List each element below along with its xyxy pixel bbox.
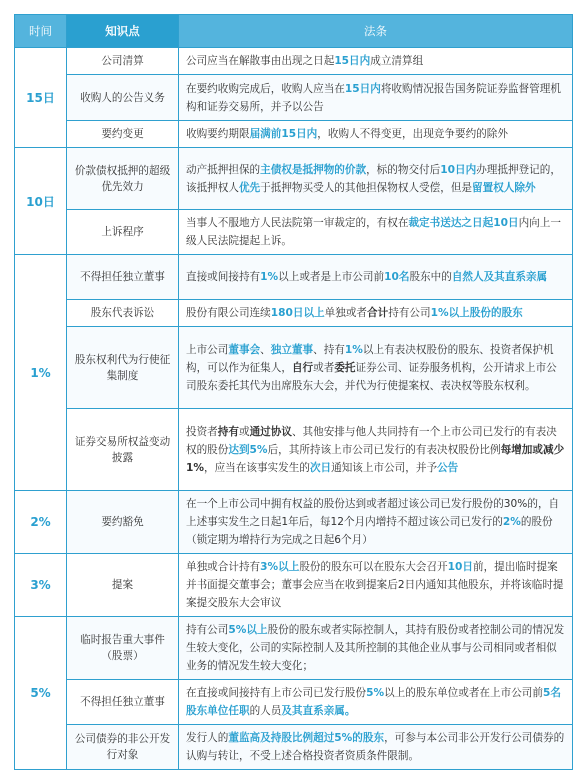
- table-row: [15, 255, 573, 300]
- law-highlight: 2%: [502, 516, 521, 528]
- header-law: 法条: [179, 15, 573, 48]
- law-text: 的股份（锁定期为增持行为完成之日起6个月）: [186, 516, 553, 546]
- law-text: ，可参与本公司非公开发行公司债券的认购与转让，不受上述合格投资者资质条件限制。: [186, 732, 565, 762]
- law-highlight: 董监高及持股比例超过5%的股东: [228, 732, 385, 744]
- table-row: [15, 75, 573, 121]
- law-text: 持有公司: [388, 307, 431, 319]
- law-highlight: 达到5%: [228, 443, 268, 456]
- law-highlight: 主债权是抵押物的价款: [260, 163, 367, 176]
- law-text: 发行人的: [186, 732, 229, 744]
- law-text: ，标的物交付后: [366, 163, 441, 176]
- law-text: 在要约收购完成后，收购人应当在: [186, 82, 345, 95]
- knowledge-point-cell: 要约豁免: [67, 491, 179, 554]
- law-text: 持有公司: [186, 624, 229, 636]
- time-cell: 2%: [15, 491, 67, 554]
- table-row: [15, 554, 573, 617]
- law-cell: [179, 409, 573, 491]
- law-highlight: 10日内: [440, 163, 477, 176]
- law-text: 前，提出临时提案并书面提交董事会；董事会应当在收到提案后2日内通知其他股东，并将该临时提案提交股东大会审议: [186, 561, 564, 609]
- law-text: ，收购人不得变更，出现竞争要约的除外: [317, 128, 508, 140]
- law-highlight: 5名股东单位任职: [186, 687, 561, 717]
- law-highlight: 15日内: [334, 55, 371, 67]
- law-text: 直接或间接持有: [186, 271, 261, 283]
- law-highlight: 5%以上: [228, 624, 268, 636]
- law-bold: 通过协议: [249, 425, 292, 438]
- law-text: 收购要约期限: [186, 128, 250, 140]
- knowledge-point-cell: 提案: [67, 554, 179, 617]
- law-cell: [179, 300, 573, 327]
- table-row: [15, 300, 573, 327]
- law-highlight: 10名: [384, 271, 410, 283]
- law-highlight: 公告: [437, 461, 459, 474]
- law-cell: [179, 617, 573, 680]
- law-highlight: 1%: [260, 271, 279, 283]
- law-highlight: 10日: [447, 561, 473, 573]
- law-highlight: 及其直系亲属。: [281, 705, 356, 717]
- time-cell: 5%: [15, 617, 67, 770]
- table-row: [15, 210, 573, 255]
- law-cell: [179, 75, 573, 121]
- law-text: 股份的股东或者实际控制人，其持有股份或者控制公司的情况发生较大变化，公司的实际控制人及其所控制的其他企业从事与公司相同或者相似业务的情况发生较大变化；: [186, 624, 565, 672]
- law-text: 成立清算组: [370, 55, 424, 67]
- table-row: [15, 617, 573, 680]
- law-text: 或: [238, 425, 250, 438]
- law-cell: [179, 121, 573, 148]
- law-text: 或者: [313, 361, 335, 374]
- knowledge-point-cell: 收购人的公告义务: [67, 75, 179, 121]
- time-cell: 15日: [15, 48, 67, 148]
- law-text: 在直接或间接持有上市公司已发行股份: [186, 687, 367, 699]
- law-cell: [179, 210, 573, 255]
- law-highlight: 优先: [238, 181, 261, 194]
- law-text: 、: [260, 343, 271, 356]
- law-cell: [179, 255, 573, 300]
- law-cell: [179, 725, 573, 770]
- law-cell: [179, 554, 573, 617]
- law-text: 的人员: [249, 705, 282, 717]
- time-cell: 3%: [15, 554, 67, 617]
- law-text: 股东中的: [409, 271, 452, 283]
- law-highlight: 董事会: [228, 343, 261, 356]
- law-bold: 每增加或减少1%: [186, 443, 565, 474]
- knowledge-point-cell: 价款债权抵押的超级优先效力: [67, 148, 179, 210]
- knowledge-point-cell: 股东权利代为行使征集制度: [67, 327, 179, 409]
- law-text: 内向上一级人民法院提起上诉。: [186, 217, 561, 247]
- table-header: [15, 15, 573, 48]
- table-row: [15, 409, 573, 491]
- law-text: 证券公司、证券服务机构，公开请求上市公司股东委托其代为出席股东大会，并代为行使提案权、表决权等股东权利。: [186, 361, 557, 392]
- knowledge-point-cell: 临时报告重大事件（股票）: [67, 617, 179, 680]
- law-text: 投资者: [186, 425, 218, 438]
- law-bold: 自行: [291, 361, 314, 374]
- table-row: [15, 680, 573, 725]
- time-cell: 1%: [15, 255, 67, 491]
- law-bold: 委托: [334, 361, 356, 374]
- header-knowledge-point: 知识点: [67, 15, 179, 48]
- knowledge-point-cell: 公司清算: [67, 48, 179, 75]
- law-text: 在一个上市公司中拥有权益的股份达到或者超过该公司已发行股份的30%的，自上述事实发生之日起1年后，每12个月内增持不超过该公司已发行的: [186, 498, 560, 528]
- knowledge-point-cell: 股东代表诉讼: [67, 300, 179, 327]
- law-text: 股份的股东可以在股东大会召开: [299, 561, 448, 573]
- knowledge-point-cell: 不得担任独立董事: [67, 255, 179, 300]
- law-cell: [179, 680, 573, 725]
- law-bold: 合计: [367, 307, 389, 319]
- law-text: 单独或合计持有: [186, 561, 261, 573]
- law-text: 办理抵押登记的，该抵押权人: [186, 163, 561, 194]
- law-text: 公司应当在解散事由出现之日起: [186, 55, 335, 67]
- law-highlight: 次日: [309, 461, 332, 474]
- law-text: 动产抵押担保的: [186, 163, 261, 176]
- knowledge-point-cell: 不得担任独立董事: [67, 680, 179, 725]
- law-cell: [179, 327, 573, 409]
- law-text: 当事人不服地方人民法院第一审裁定的，有权在: [186, 217, 409, 229]
- law-text: 将收购情况报告国务院证券监督管理机构和证券交易所，并予以公告: [186, 82, 561, 113]
- law-highlight: 3%以上: [260, 561, 300, 573]
- law-text: 、其他安排与他人共同持有一个上市公司已发行的有表决权的股份: [186, 425, 557, 456]
- law-highlight: 自然人及其直系亲属: [451, 271, 548, 283]
- law-highlight: 裁定书送达之日起10日: [408, 217, 519, 229]
- law-highlight: 1%以上股份的股东: [430, 307, 523, 319]
- law-text: 通知该上市公司，并予: [331, 461, 438, 474]
- law-text: 股份有限公司连续: [186, 307, 271, 319]
- header-time: 时间: [15, 15, 67, 48]
- law-text: 、持有: [313, 343, 345, 356]
- law-text: 以上或者是上市公司前: [278, 271, 385, 283]
- table-row: [15, 725, 573, 770]
- law-highlight: 独立董事: [270, 343, 314, 356]
- law-highlight: 留置权人除外: [472, 181, 536, 194]
- knowledge-table: [14, 14, 573, 770]
- time-cell: 10日: [15, 148, 67, 255]
- law-highlight: 届满前15日内: [249, 128, 318, 140]
- table-row: [15, 148, 573, 210]
- law-bold: 持有: [217, 425, 239, 438]
- knowledge-point-cell: 公司债券的非公开发行对象: [67, 725, 179, 770]
- law-highlight: 1%: [344, 343, 363, 356]
- law-text: 后，其所持该上市公司已发行的有表决权股份比例: [267, 443, 501, 456]
- law-cell: [179, 148, 573, 210]
- law-text: 单独或者: [324, 307, 368, 319]
- law-cell: [179, 491, 573, 554]
- law-highlight: 15日内: [344, 82, 381, 95]
- table-row: [15, 121, 573, 148]
- law-cell: [179, 48, 573, 75]
- law-text: 以上有表决权股份的股东、投资者保护机构，可以作为征集人，: [186, 343, 554, 374]
- table-row: [15, 327, 573, 409]
- knowledge-point-cell: 上诉程序: [67, 210, 179, 255]
- table-row: [15, 491, 573, 554]
- law-text: 于抵押物买受人的其他担保物权人受偿，但是: [260, 181, 473, 194]
- knowledge-point-cell: 证券交易所权益变动披露: [67, 409, 179, 491]
- law-text: 以上的股东单位或者在上市公司前: [384, 687, 543, 699]
- law-text: 上市公司: [186, 343, 229, 356]
- knowledge-point-cell: 要约变更: [67, 121, 179, 148]
- law-highlight: 180日以上: [270, 307, 325, 319]
- table-row: [15, 48, 573, 75]
- law-highlight: 5%: [366, 687, 385, 699]
- law-text: ，应当在该事实发生的: [204, 461, 310, 474]
